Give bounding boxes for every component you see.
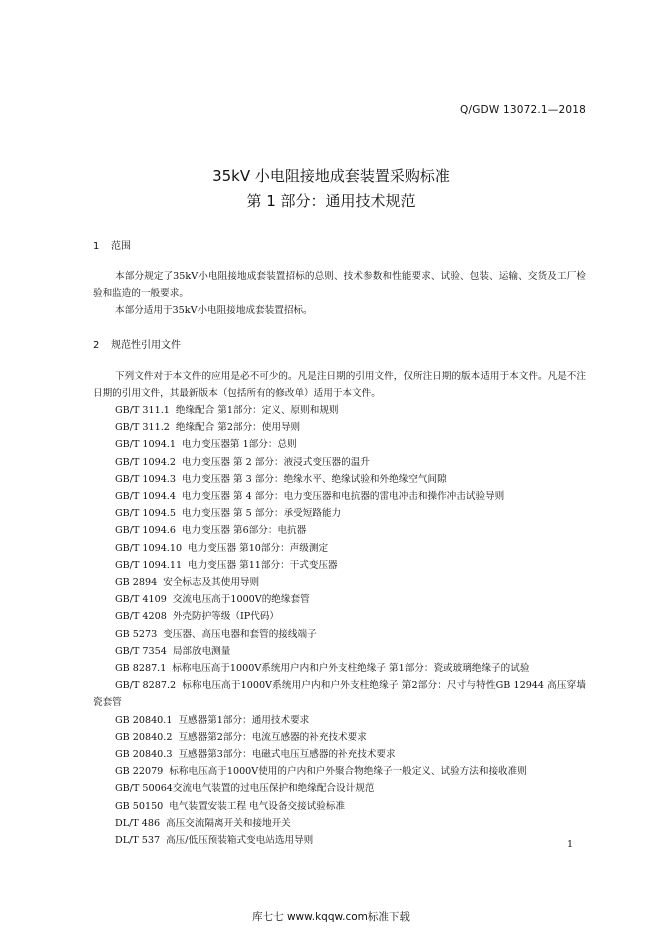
reference-item — [93, 402, 586, 419]
reference-item — [93, 729, 586, 746]
reference-item — [93, 712, 586, 729]
page-number: 1 — [567, 839, 574, 850]
reference-item — [93, 780, 586, 797]
reference-item — [93, 643, 586, 660]
reference-code: GB 20840.3 — [115, 749, 173, 761]
reference-code: GB 20840.2 — [115, 731, 173, 743]
reference-item — [93, 419, 586, 436]
reference-item — [93, 746, 586, 763]
reference-code: GB/T 1094.10 — [115, 542, 183, 554]
reference-item — [93, 436, 586, 453]
reference-code: GB/T 1094.2 — [115, 456, 176, 468]
reference-code: GB 22079 — [115, 766, 164, 778]
reference-code: GB/T 1094.4 — [115, 491, 176, 503]
scope-paragraph: 本部分规定了35kV小电阻接地成套装置招标的总则、技术参数和性能要求、试验、包装、运输、交货及工厂检验和监造的一般要求。 — [93, 271, 586, 299]
reference-item — [93, 574, 586, 591]
reference-code: GB 2894 — [115, 577, 158, 589]
reference-item — [93, 608, 586, 625]
reference-item — [93, 832, 586, 849]
reference-code: GB/T 1094.5 — [115, 508, 176, 520]
section-title: 规范性引用文件 — [111, 340, 181, 351]
standard-number: Q/GDW 13072.1—2018 — [460, 104, 586, 116]
reference-list — [93, 402, 586, 849]
reference-title: 电力变压器 第6部分：电抗器 — [181, 525, 307, 537]
reference-item — [93, 591, 586, 608]
reference-title: 标称电压高于1000V系统用户内和户外支柱绝缘子 第1部分：瓷或玻璃绝缘子的试验 — [172, 663, 530, 675]
reference-title: 电力变压器 第 5 部分：承受短路能力 — [181, 508, 342, 520]
reference-code: GB/T 4208 — [115, 611, 167, 623]
reference-code: GB/T 50064 — [115, 783, 173, 795]
reference-item — [93, 557, 586, 574]
reference-title: 交流电压高于1000V的绝缘套管 — [172, 594, 310, 606]
reference-item — [93, 471, 586, 488]
section-number: 1 — [93, 241, 100, 252]
reference-title: 电力变压器 第 2 部分：液浸式变压器的温升 — [181, 456, 370, 468]
reference-code: DL/T 537 — [115, 835, 161, 847]
reference-title: 绝缘配合 第2部分：使用导则 — [175, 422, 301, 434]
reference-title: 外壳防护等级（IP代码） — [172, 611, 279, 623]
reference-code: GB/T 7354 — [115, 645, 167, 657]
section-2-heading — [93, 339, 181, 353]
reference-title: 标称电压高于1000V使用的户内和户外聚合物绝缘子一般定义、试验方法和接收准则 — [169, 766, 527, 778]
reference-title: 绝缘配合 第1部分：定义、原则和规则 — [175, 405, 339, 416]
reference-code: GB/T 1094.1 — [115, 439, 176, 451]
reference-item — [93, 505, 586, 522]
reference-code: GB/T 1094.6 — [115, 525, 176, 537]
references-intro: 下列文件对于本文件的应用是必不可少的。凡是注日期的引用文件，仅所注日期的版本适用于本文件。凡是不注日期的引用文件，其最新版本（包括所有的修改单）适用于本文件。 — [93, 371, 586, 399]
reference-item — [93, 660, 586, 677]
reference-title: 安全标志及其使用导则 — [163, 577, 260, 589]
reference-item — [93, 798, 586, 815]
section-title: 范围 — [111, 241, 131, 252]
reference-title: 互感器第1部分：通用技术要求 — [178, 714, 310, 726]
reference-item — [93, 454, 586, 471]
reference-code: GB/T 4109 — [115, 594, 167, 606]
reference-code: GB/T 311.1 — [115, 405, 170, 416]
reference-code: GB/T 1094.11 — [115, 559, 183, 571]
reference-item — [93, 763, 586, 780]
reference-code: GB 20840.1 — [115, 714, 173, 726]
reference-title: 电力变压器第 1部分：总则 — [181, 439, 297, 451]
reference-item — [93, 677, 586, 711]
reference-item — [93, 488, 586, 505]
applicability-paragraph: 本部分适用于35kV小电阻接地成套装置招标。 — [115, 305, 313, 316]
reference-title: 互感器第3部分：电磁式电压互感器的补充技术要求 — [178, 749, 396, 761]
reference-item — [93, 522, 586, 539]
reference-title: 电力变压器 第10部分：声级测定 — [188, 542, 329, 554]
section-number: 2 — [93, 340, 100, 351]
document-title: 35kV 小电阻接地成套装置采购标准 — [212, 167, 450, 185]
reference-title: 交流电气装置的过电压保护和绝缘配合设计规范 — [172, 783, 375, 795]
reference-title: 变压器、高压电器和套管的接线端子 — [163, 628, 317, 640]
reference-code: GB/T 8287.2 — [115, 680, 177, 692]
reference-title: 电力变压器 第11部分：干式变压器 — [188, 559, 338, 571]
reference-code: GB 8287.1 — [115, 663, 167, 675]
reference-item — [93, 815, 586, 832]
section-1-heading — [93, 240, 131, 254]
reference-code: GB/T 1094.3 — [115, 473, 176, 485]
reference-title: 高压交流隔离开关和接地开关 — [166, 817, 291, 829]
footer-watermark: 库七七 www.kqqw.com标准下载 — [252, 911, 410, 923]
reference-code: GB 50150 — [115, 800, 164, 812]
reference-item — [93, 540, 586, 557]
reference-code: GB/T 311.2 — [115, 422, 170, 434]
reference-code: DL/T 486 — [115, 817, 161, 829]
reference-code: GB 5273 — [115, 628, 158, 640]
reference-title: 电气装置安装工程 电气设备交接试验标准 — [169, 800, 346, 812]
reference-title: 电力变压器 第 3 部分：绝缘水平、绝缘试验和外绝缘空气间隙 — [181, 473, 447, 485]
reference-title: 高压/低压预装箱式变电站选用导则 — [166, 835, 314, 847]
document-subtitle: 第 1 部分：通用技术规范 — [246, 192, 416, 210]
reference-item — [93, 626, 586, 643]
reference-title: 标称电压高于1000V系统用户内和户外支柱绝缘子 第2部分：尺寸与特性GB 12944 高压穿墙瓷套管 — [93, 680, 586, 709]
reference-title: 互感器第2部分：电流互感器的补充技术要求 — [178, 731, 367, 743]
reference-title: 局部放电测量 — [172, 645, 231, 657]
reference-title: 电力变压器 第 4 部分：电力变压器和电抗器的雷电冲击和操作冲击试验导则 — [181, 491, 505, 503]
